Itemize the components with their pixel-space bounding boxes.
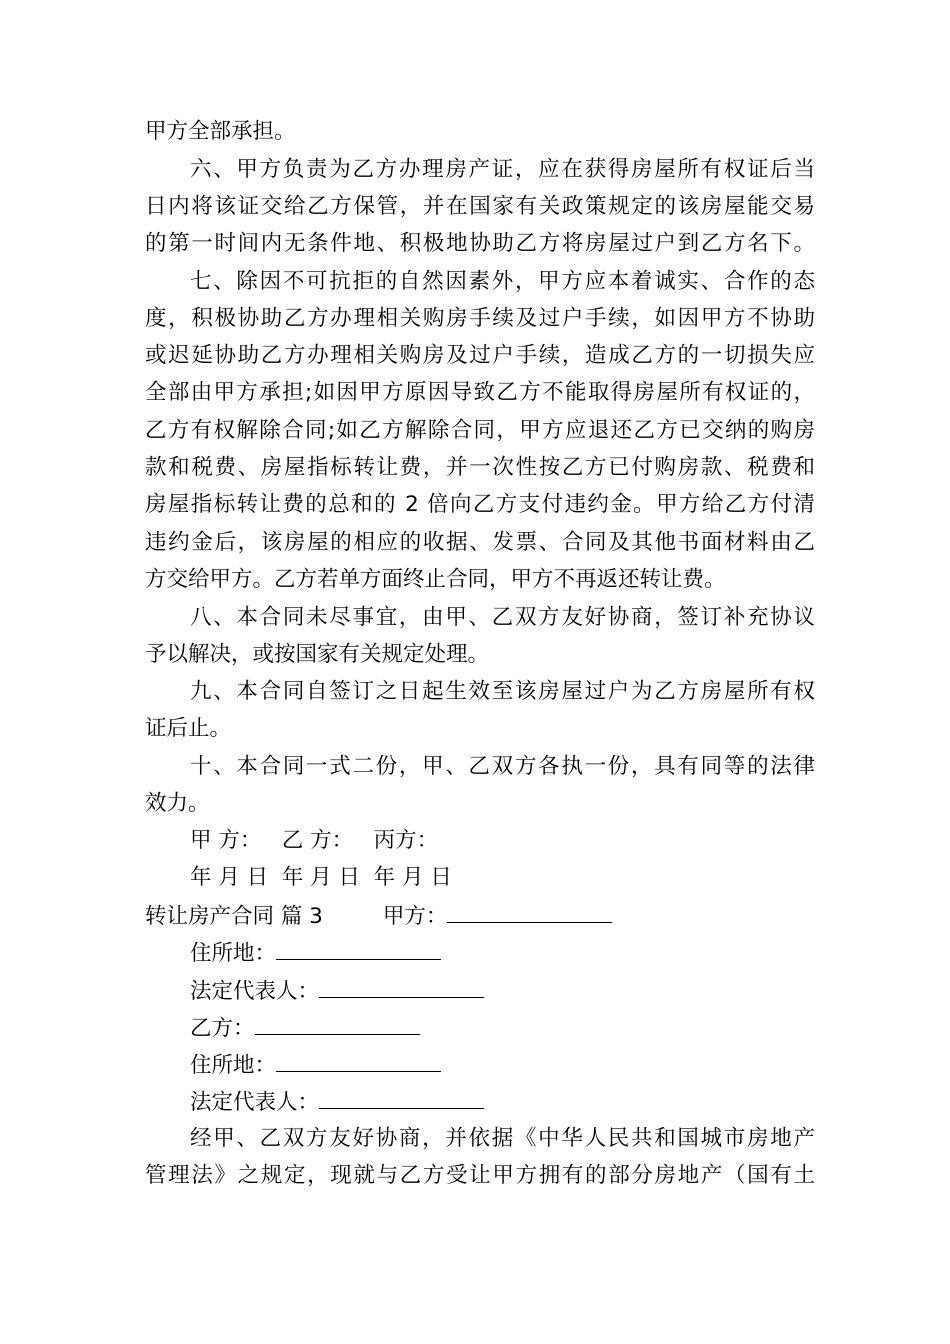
party-a-label: 甲方： <box>382 904 448 929</box>
representative-b-blank <box>319 1086 484 1109</box>
paragraph-line: 甲方全部承担。 <box>145 119 296 144</box>
paragraph-line: 方交给甲方。乙方若单方面终止合同，甲方不再返还转让费。 <box>145 567 726 592</box>
paragraph-line: 乙方有权解除合同;如乙方解除合同，甲方应退还乙方已交纳的购房 <box>145 418 815 443</box>
paragraph-line: 七、除因不可抗拒的自然因素外，甲方应本着诚实、合作的态 <box>190 269 815 294</box>
form-field-representative-a: 法定代表人： <box>190 975 815 1005</box>
section-title-row <box>145 900 815 930</box>
paragraph-line: 效力。 <box>145 791 210 816</box>
party-a-blank <box>447 900 612 923</box>
paragraph-line: 管理法》之规定，现就与乙方受让甲方拥有的部分房地产（国有土 <box>145 1163 815 1188</box>
party-b-blank <box>255 1012 420 1035</box>
paragraph-line: 全部由甲方承担;如因甲方原因导致乙方不能取得房屋所有权证的， <box>145 380 815 405</box>
paragraph-line: 日内将该证交给乙方保管，并在国家有关政策规定的该房屋能交易 <box>145 194 815 219</box>
paragraph-line: 的第一时间内无条件地、积极地协助乙方将房屋过户到乙方名下。 <box>145 231 815 256</box>
section-title: 转让房产合同 篇 3 <box>145 904 323 929</box>
paragraph-line: 违约金后，该房屋的相应的收据、发票、合同及其他书面材料由乙 <box>145 530 815 555</box>
paragraph-line: 九、本合同自签订之日起生效至该房屋过户为乙方房屋所有权 <box>190 679 815 704</box>
paragraph-line: 度，积极协助乙方办理相关购房手续及过户手续，如因甲方不协助 <box>145 306 815 331</box>
paragraph-line: 十、本合同一式二份，甲、乙双方各执一份，具有同等的法律 <box>190 754 815 779</box>
paragraph-line: 予以解决，或按国家有关规定处理。 <box>145 642 490 667</box>
paragraph-line: 或迟延协助乙方办理相关购房及过户手续，造成乙方的一切损失应 <box>145 343 815 368</box>
signature-dates-line: 年 月 日 年 月 日 年 月 日 <box>190 865 452 890</box>
form-field-address-a: 住所地： <box>190 937 815 967</box>
paragraph-line: 款和税费、房屋指标转让费，并一次性按乙方已付购房款、税费和 <box>145 455 815 480</box>
signature-parties-line: 甲 方： 乙 方： 丙方： <box>190 828 439 853</box>
paragraph-line: 证后止。 <box>145 716 232 741</box>
paragraph-line: 八、本合同未尽事宜，由甲、乙双方友好协商，签订补充协议 <box>190 605 815 630</box>
paragraph-line: 六、甲方负责为乙方办理房产证，应在获得房屋所有权证后当 <box>190 157 815 182</box>
form-field-party-b: 乙方： <box>190 1012 815 1042</box>
address-b-blank <box>276 1049 441 1072</box>
address-a-blank <box>276 937 441 960</box>
representative-a-blank <box>319 975 484 998</box>
paragraph-line: 房屋指标转让费的总和的 2 倍向乙方支付违约金。甲方给乙方付清 <box>145 492 815 517</box>
form-field-address-b: 住所地： <box>190 1049 815 1079</box>
paragraph-line: 经甲、乙双方友好协商，并依据《中华人民共和国城市房地产 <box>190 1126 815 1151</box>
form-field-representative-b: 法定代表人： <box>190 1086 815 1116</box>
